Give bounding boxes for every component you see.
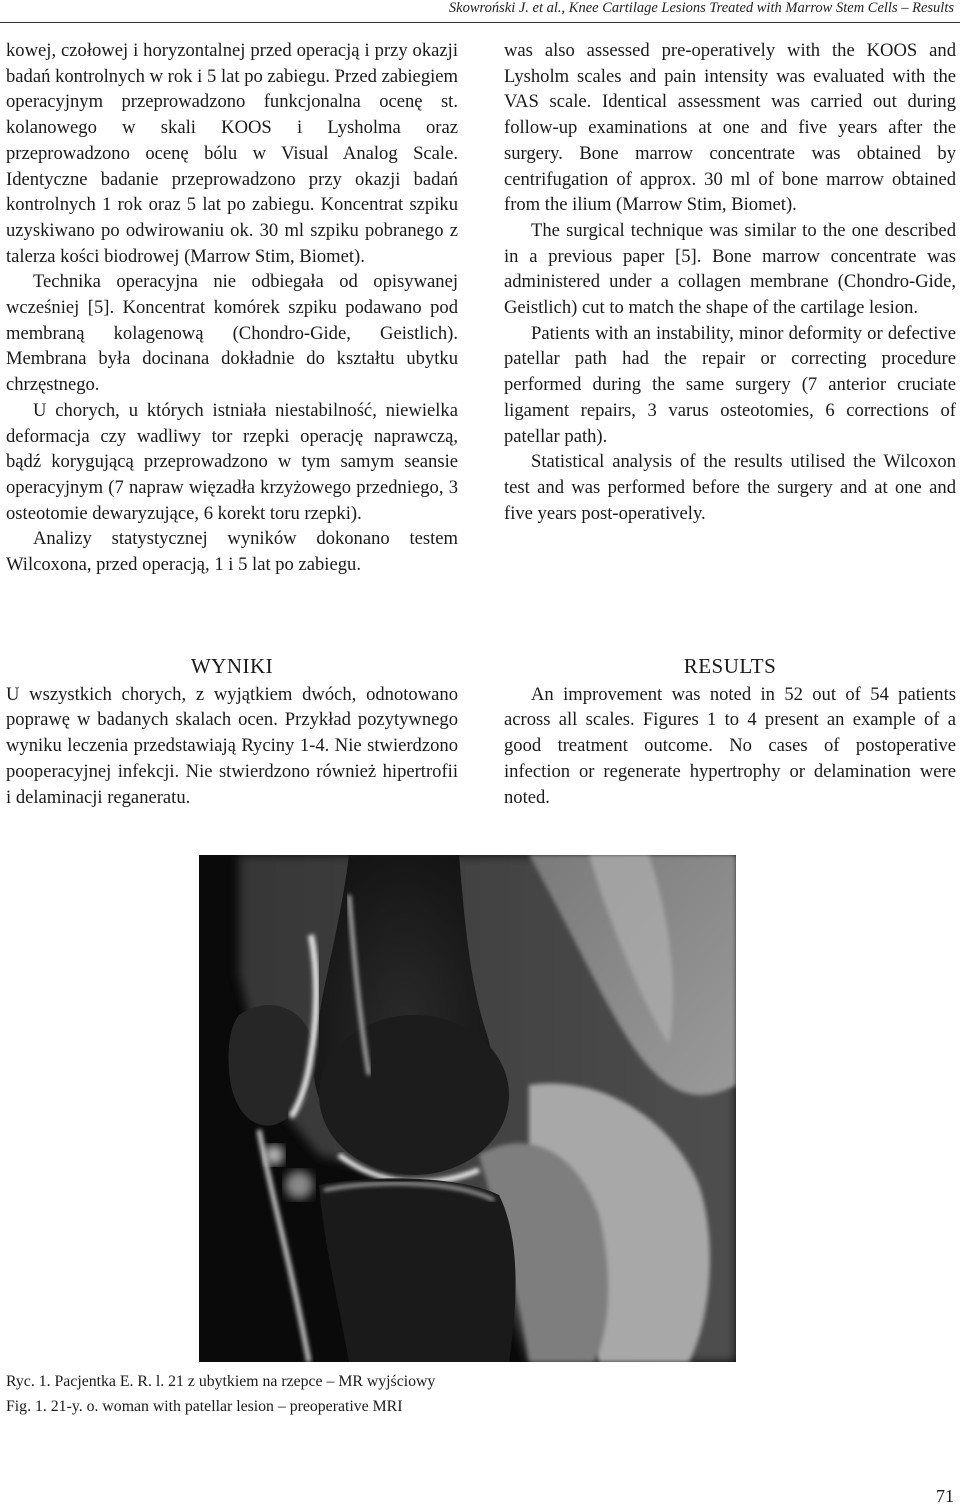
figure-caption-pl: Ryc. 1. Pacjentka E. R. l. 21 z ubytkiem na rzepce – MR wyjściowy <box>6 1373 436 1390</box>
right-paragraph-2: The surgical technique was similar to the one described in a previous paper [5]. Bone marrow concentrate was administered under a collagen membrane (Chondro-Gide, Geistlich) cut to match the shape of the cartilage lesion. <box>504 219 956 319</box>
right-results-section <box>504 654 956 810</box>
figure-caption-en: Fig. 1. 21-y. o. woman with patellar lesion – preoperative MRI <box>6 1398 403 1415</box>
right-results-paragraph: An improvement was noted in 52 out of 54 patients across all scales. Figures 1 to 4 present an example of a good treatment outcome. No cases of postoperative infection or regenerate hypertrophy or delamination were noted. <box>504 683 956 808</box>
header-rule <box>0 22 960 23</box>
page-number: 71 <box>936 1486 954 1506</box>
left-results-paragraph: U wszystkich chorych, z wyjątkiem dwóch, odnotowano poprawę w badanych skalach ocen. Przykład pozytywnego wyniku leczenia przedstawiają Ryciny 1-4. Nie stwierdzono pooperacyjnej infekcji. Nie stwierdzono również hipertrofii i delaminacji reganeratu. <box>6 683 458 808</box>
left-results-section <box>6 654 458 810</box>
mri-knee-image <box>199 855 736 1362</box>
left-methods-column <box>6 38 458 578</box>
right-methods-column <box>504 38 956 526</box>
section-title-wyniki: WYNIKI <box>190 654 274 678</box>
left-paragraph-3: U chorych, u których istniała niestabilność, niewielka deformacja czy wadliwy tor rzepki operację naprawczą, bądź korygującą przeprowadzono w tym samym seansie operacyjnym (7 napraw więzadła krzyżowego przedniego, 3 osteotomie dewaryzujące, 6 korekt toru rzepki). <box>6 399 458 524</box>
left-paragraph-2: Technika operacyjna nie odbiegała od opisywanej wcześniej [5]. Koncentrat komórek szpiku podawano pod membraną kolagenową (Chondro-Gide, Geistlich). Membrana była docinana dokładnie do kształtu ubytku chrzęstnego. <box>6 271 458 396</box>
left-paragraph-1: kowej, czołowej i horyzontalnej przed operacją i przy okazji badań kontrolnych w rok i 5 lat po zabiegu. Przed zabiegiem operacyjnym przeprowadzono funkcjonalna ocenę st. kolanowego w skali KOOS i Lysholma oraz przeprowadzono ocenę bólu w Visual Analog Scale. Identyczne badanie przeprowadzono przy okazji badań kontrolnych 1 rok oraz 5 lat po zabiegu. Koncentrat szpiku uzyskiwano po odwirowaniu ok. 30 ml szpiku pobranego z talerza kości biodrowej (Marrow Stim, Biomet). <box>6 40 458 267</box>
section-title-results: RESULTS <box>683 654 777 678</box>
right-paragraph-4: Statistical analysis of the results utilised the Wilcoxon test and was performed before the surgery and at one and five years post-operatively. <box>504 451 956 524</box>
left-paragraph-4: Analizy statystycznej wyników dokonano testem Wilcoxona, przed operacją, 1 i 5 lat po zabiegu. <box>6 528 458 576</box>
running-head: Skowroński J. et al., Knee Cartilage Lesions Treated with Marrow Stem Cells – Results <box>448 0 954 16</box>
right-paragraph-3: Patients with an instability, minor deformity or defective patellar path had the repair or correcting procedure performed during the same surgery (7 anterior cruciate ligament repairs, 3 varus osteotomies, 6 corrections of patellar path). <box>504 322 956 447</box>
right-paragraph-1: was also assessed pre-operatively with the KOOS and Lysholm scales and pain intensity was evaluated with the VAS scale. Identical assessment was carried out during follow-up examinations at one and five years after the surgery. Bone marrow concentrate was obtained by centrifugation of approx. 30 ml of bone marrow obtained from the ilium (Marrow Stim, Biomet). <box>504 40 956 216</box>
